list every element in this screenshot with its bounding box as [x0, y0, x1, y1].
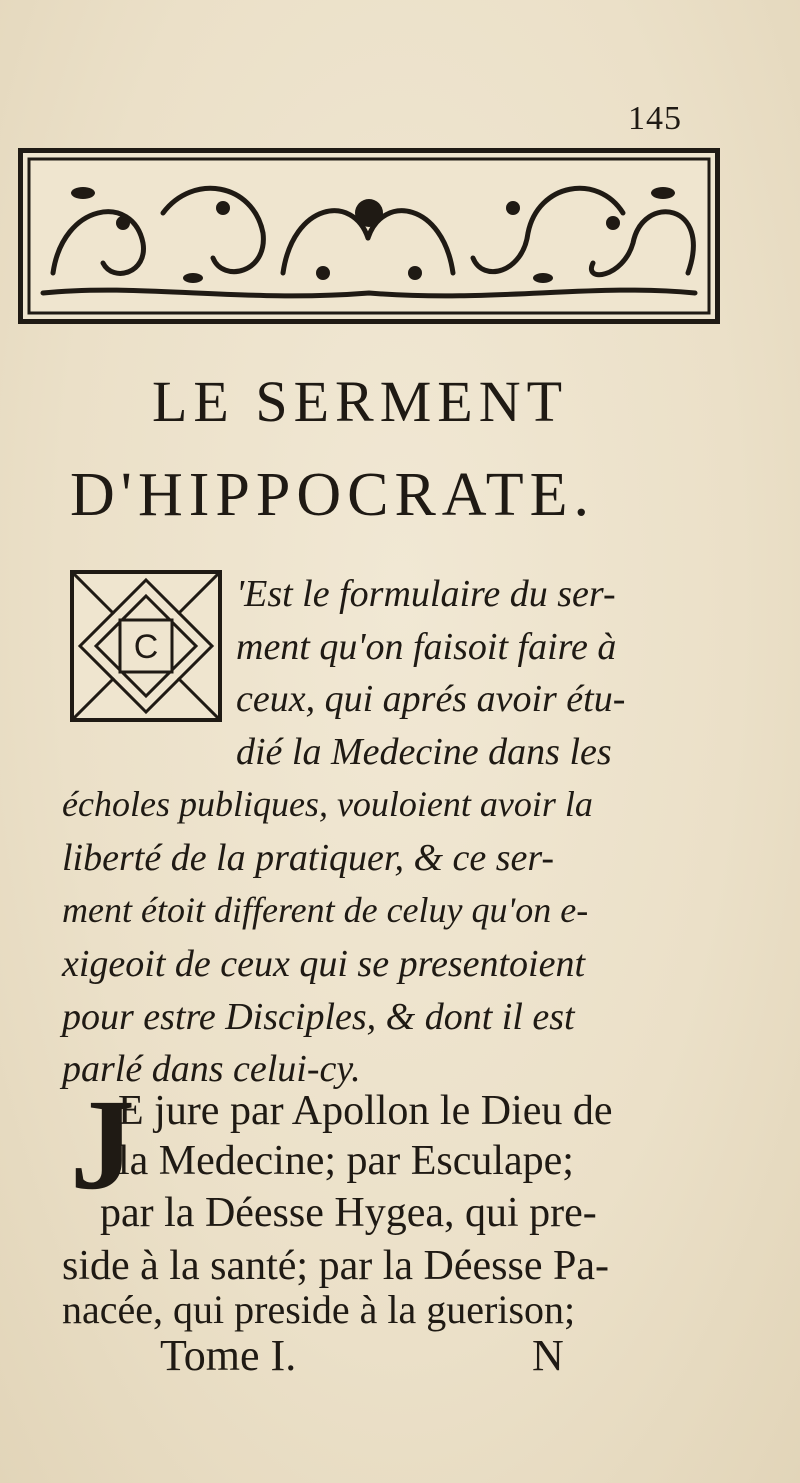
oath-line-3: par la Déesse Hygea, qui pre-	[100, 1190, 597, 1236]
initial-letter: C	[133, 628, 159, 666]
intro-line-4: dié la Medecine dans les	[236, 731, 612, 773]
oath-line-2: la Medecine; par Esculape;	[118, 1138, 574, 1184]
intro-line-3: ceux, qui aprés avoir étu-	[236, 678, 626, 720]
oath-line-1: E jure par Apollon le Dieu de	[118, 1088, 613, 1134]
intro-line-6: liberté de la pratiquer, & ce ser-	[62, 837, 555, 879]
intro-line-10: parlé dans celui-cy.	[62, 1048, 361, 1090]
oath-line-4: side à la santé; par la Déesse Pa-	[62, 1243, 609, 1289]
intro-line-8: xigeoit de ceux qui se presentoient	[62, 943, 586, 985]
intro-line-9: pour estre Disciples, & dont il est	[62, 996, 575, 1038]
page-number: 145	[628, 100, 682, 137]
ornamental-frame-icon	[74, 574, 218, 718]
drop-cap: J	[70, 1073, 135, 1217]
title-line-2: D'HIPPOCRATE.	[70, 461, 595, 529]
intro-line-1: 'Est le formulaire du ser-	[236, 573, 616, 615]
footer-signature: N	[532, 1331, 564, 1380]
intro-line-2: ment qu'on faisoit faire à	[236, 626, 617, 668]
footer-volume: Tome I.	[160, 1331, 297, 1380]
decorated-initial	[70, 570, 222, 722]
headpiece-ornament	[18, 148, 720, 324]
intro-line-7: ment étoit different de celuy qu'on e-	[62, 890, 589, 930]
title-line-1: LE SERMENT	[151, 369, 569, 434]
intro-line-5: écholes publiques, vouloient avoir la	[62, 784, 593, 824]
oath-line-5: nacée, qui preside à la guerison;	[62, 1287, 576, 1332]
floral-scroll-ornament-icon	[23, 153, 715, 319]
